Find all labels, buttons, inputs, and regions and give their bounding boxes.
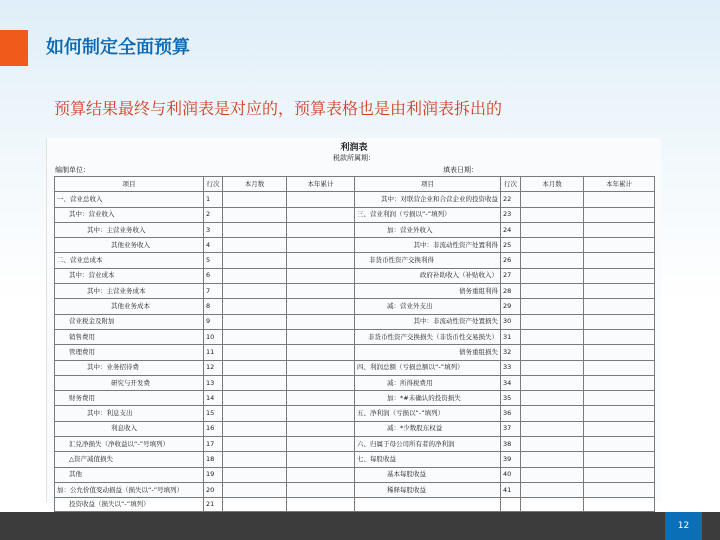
line-number-left: 13 [204,375,223,390]
year-to-date-right [584,192,655,207]
year-to-date-right [584,345,655,360]
year-to-date-left [287,482,355,497]
line-number-right: 34 [501,375,521,390]
line-item-right: 减：*少数股东权益 [355,421,501,436]
year-to-date-left [287,406,355,421]
year-to-date-left [287,329,355,344]
line-number-right: 36 [501,406,521,421]
line-item-right: 其中：非流动性资产处置损失 [355,314,501,329]
year-to-date-right [584,498,655,512]
column-header: 本月数 [223,177,287,192]
table-row [55,375,655,390]
year-to-date-left [287,452,355,467]
table-row [55,299,655,314]
line-item-left: 财务费用 [55,391,204,406]
current-month-right [521,437,584,452]
line-item-right: 七、每股收益 [355,452,501,467]
year-to-date-left [287,421,355,436]
line-item-left: 投资收益（损失以“-”填列） [55,498,204,512]
current-month-left [223,421,287,436]
table-row [55,207,655,222]
year-to-date-left [287,284,355,299]
year-to-date-left [287,268,355,283]
line-number-right: 24 [501,222,521,237]
year-to-date-right [584,360,655,375]
year-to-date-right [584,421,655,436]
table-header-row [55,177,655,192]
year-to-date-right [584,391,655,406]
line-item-right: 债务重组利得 [355,284,501,299]
current-month-left [223,345,287,360]
year-to-date-right [584,268,655,283]
line-item-left: 二、营业总成本 [55,253,204,268]
year-to-date-left [287,437,355,452]
line-item-right: 非货币性资产交换利得 [355,253,501,268]
year-to-date-right [584,238,655,253]
table-row [55,253,655,268]
line-item-left: 销售费用 [55,329,204,344]
line-item-left: 其中：业务招待费 [55,360,204,375]
year-to-date-right [584,299,655,314]
table-row [55,268,655,283]
line-number-right: 33 [501,360,521,375]
line-number-right: 27 [501,268,521,283]
year-to-date-right [584,329,655,344]
line-item-right: 减：所得税费用 [355,375,501,390]
table-row [55,314,655,329]
line-item-left: 其中：主营业务收入 [55,222,204,237]
year-to-date-left [287,467,355,482]
column-header: 本年累计 [584,177,655,192]
table-row [55,238,655,253]
line-number-right: 41 [501,482,521,497]
slide-title: 如何制定全面预算 [46,37,190,58]
year-to-date-left [287,207,355,222]
column-header: 行次 [501,177,521,192]
table-row [55,498,655,512]
current-month-right [521,253,584,268]
table-row [55,406,655,421]
current-month-right [521,375,584,390]
line-number-right: 28 [501,284,521,299]
table-row [55,467,655,482]
line-item-right: 六、归属于母公司所有者的净利润 [355,437,501,452]
current-month-left [223,498,287,512]
line-number-right: 31 [501,329,521,344]
year-to-date-left [287,498,355,512]
current-month-left [223,437,287,452]
current-month-left [223,329,287,344]
line-item-left: 利息收入 [55,421,204,436]
current-month-left [223,253,287,268]
current-month-right [521,314,584,329]
line-item-left: 营业税金及附加 [55,314,204,329]
line-number-right: 32 [501,345,521,360]
current-month-right [521,345,584,360]
line-number-right: 35 [501,391,521,406]
line-number-left: 2 [204,207,223,222]
line-number-left: 9 [204,314,223,329]
line-item-right: 三、营业利润（亏损以“-”填列） [355,207,501,222]
current-month-right [521,482,584,497]
current-month-left [223,482,287,497]
line-item-left: 其他 [55,467,204,482]
line-number-left: 18 [204,452,223,467]
line-number-left: 11 [204,345,223,360]
year-to-date-right [584,284,655,299]
current-month-right [521,238,584,253]
current-month-left [223,467,287,482]
line-number-right [501,498,521,512]
current-month-right [521,192,584,207]
line-number-left: 3 [204,222,223,237]
line-item-left: 其他业务成本 [55,299,204,314]
year-to-date-left [287,192,355,207]
statement-title: 利润表 [340,143,368,153]
year-to-date-right [584,437,655,452]
line-number-right: 38 [501,437,521,452]
line-number-right: 37 [501,421,521,436]
line-item-left: 加：公允价值变动损益（损失以“-”号填列） [55,482,204,497]
line-number-left: 5 [204,253,223,268]
line-number-right: 30 [501,314,521,329]
line-item-left: 其他业务收入 [55,238,204,253]
year-to-date-right [584,452,655,467]
current-month-right [521,467,584,482]
table-row [55,192,655,207]
line-number-left: 6 [204,268,223,283]
column-header: 项目 [55,177,204,192]
line-item-left: 其中：主营业务成本 [55,284,204,299]
line-item-right: 基本每股收益 [355,467,501,482]
line-item-right: 五、净利润（亏损以“-”填列） [355,406,501,421]
table-row [55,284,655,299]
line-item-right: 四、利润总额（亏损总额以“-”填列） [355,360,501,375]
column-header: 本年累计 [287,177,355,192]
year-to-date-left [287,375,355,390]
table-row [55,437,655,452]
year-to-date-left [287,314,355,329]
page-number: 12 [665,512,702,540]
line-item-right: 其中：对联营企业和合营企业的投资收益 [355,192,501,207]
current-month-left [223,238,287,253]
year-to-date-left [287,253,355,268]
year-to-date-right [584,406,655,421]
line-item-left: 其中：营业成本 [55,268,204,283]
current-month-right [521,360,584,375]
line-item-right: 非货币性资产交换损失（非货币性交易损失） [355,329,501,344]
year-to-date-left [287,238,355,253]
current-month-right [521,222,584,237]
line-number-left: 4 [204,238,223,253]
current-month-left [223,375,287,390]
line-number-left: 21 [204,498,223,512]
current-month-left [223,452,287,467]
line-item-right: 加：*#未确认的投资损失 [355,391,501,406]
line-item-left: 研究与开发费 [55,375,204,390]
year-to-date-right [584,482,655,497]
year-to-date-right [584,222,655,237]
line-item-right [355,498,501,512]
statement-unit-label: 编制单位： [55,166,90,174]
current-month-left [223,391,287,406]
statement-date-label: 填表日期： [443,166,478,174]
year-to-date-right [584,207,655,222]
current-month-left [223,406,287,421]
current-month-left [223,268,287,283]
year-to-date-left [287,345,355,360]
line-number-left: 1 [204,192,223,207]
line-item-right: 减：营业外支出 [355,299,501,314]
current-month-right [521,207,584,222]
current-month-left [223,192,287,207]
column-header: 本月数 [521,177,584,192]
year-to-date-left [287,360,355,375]
income-statement-table [54,176,655,512]
table-row [55,421,655,436]
line-number-left: 12 [204,360,223,375]
year-to-date-left [287,391,355,406]
line-item-left: 管理费用 [55,345,204,360]
current-month-left [223,222,287,237]
line-number-left: 14 [204,391,223,406]
year-to-date-right [584,375,655,390]
current-month-left [223,299,287,314]
income-statement-image [46,138,661,509]
line-number-left: 10 [204,329,223,344]
line-number-left: 17 [204,437,223,452]
table-row [55,222,655,237]
line-item-right: 稀释每股收益 [355,482,501,497]
line-number-right: 23 [501,207,521,222]
line-item-left: 其中：利息支出 [55,406,204,421]
current-month-right [521,421,584,436]
table-row [55,482,655,497]
current-month-right [521,284,584,299]
line-number-left: 20 [204,482,223,497]
line-item-left: 其中：营业收入 [55,207,204,222]
title-accent-bar [0,30,28,66]
line-item-left: △资产减值损失 [55,452,204,467]
footer-bar [0,512,720,540]
current-month-left [223,360,287,375]
current-month-right [521,391,584,406]
line-number-right: 39 [501,452,521,467]
line-number-right: 25 [501,238,521,253]
year-to-date-left [287,222,355,237]
line-number-right: 22 [501,192,521,207]
line-number-right: 26 [501,253,521,268]
line-item-right: 债务重组损失 [355,345,501,360]
line-number-left: 16 [204,421,223,436]
table-row [55,452,655,467]
line-item-right: 政府补助收入（补贴收入） [355,268,501,283]
table-row [55,345,655,360]
current-month-right [521,268,584,283]
year-to-date-right [584,467,655,482]
year-to-date-left [287,299,355,314]
slide-subtitle: 预算结果最终与利润表是对应的，预算表格也是由利润表拆出的 [54,99,503,118]
line-number-right: 29 [501,299,521,314]
column-header: 项目 [355,177,501,192]
current-month-left [223,314,287,329]
line-item-left: 汇兑净损失（净收益以“-”号填列） [55,437,204,452]
line-item-right: 加：营业外收入 [355,222,501,237]
line-number-left: 15 [204,406,223,421]
current-month-right [521,452,584,467]
table-row [55,391,655,406]
year-to-date-right [584,314,655,329]
current-month-left [223,284,287,299]
line-item-right: 其中：非流动性资产处置利得 [355,238,501,253]
line-number-left: 19 [204,467,223,482]
current-month-right [521,299,584,314]
line-number-left: 7 [204,284,223,299]
column-header: 行次 [204,177,223,192]
current-month-left [223,207,287,222]
current-month-right [521,498,584,512]
current-month-right [521,406,584,421]
year-to-date-right [584,253,655,268]
line-number-right: 40 [501,467,521,482]
line-number-left: 8 [204,299,223,314]
table-row [55,360,655,375]
statement-period-label: 税款所属期： [333,154,375,162]
table-row [55,329,655,344]
line-item-left: 一、营业总收入 [55,192,204,207]
current-month-right [521,329,584,344]
